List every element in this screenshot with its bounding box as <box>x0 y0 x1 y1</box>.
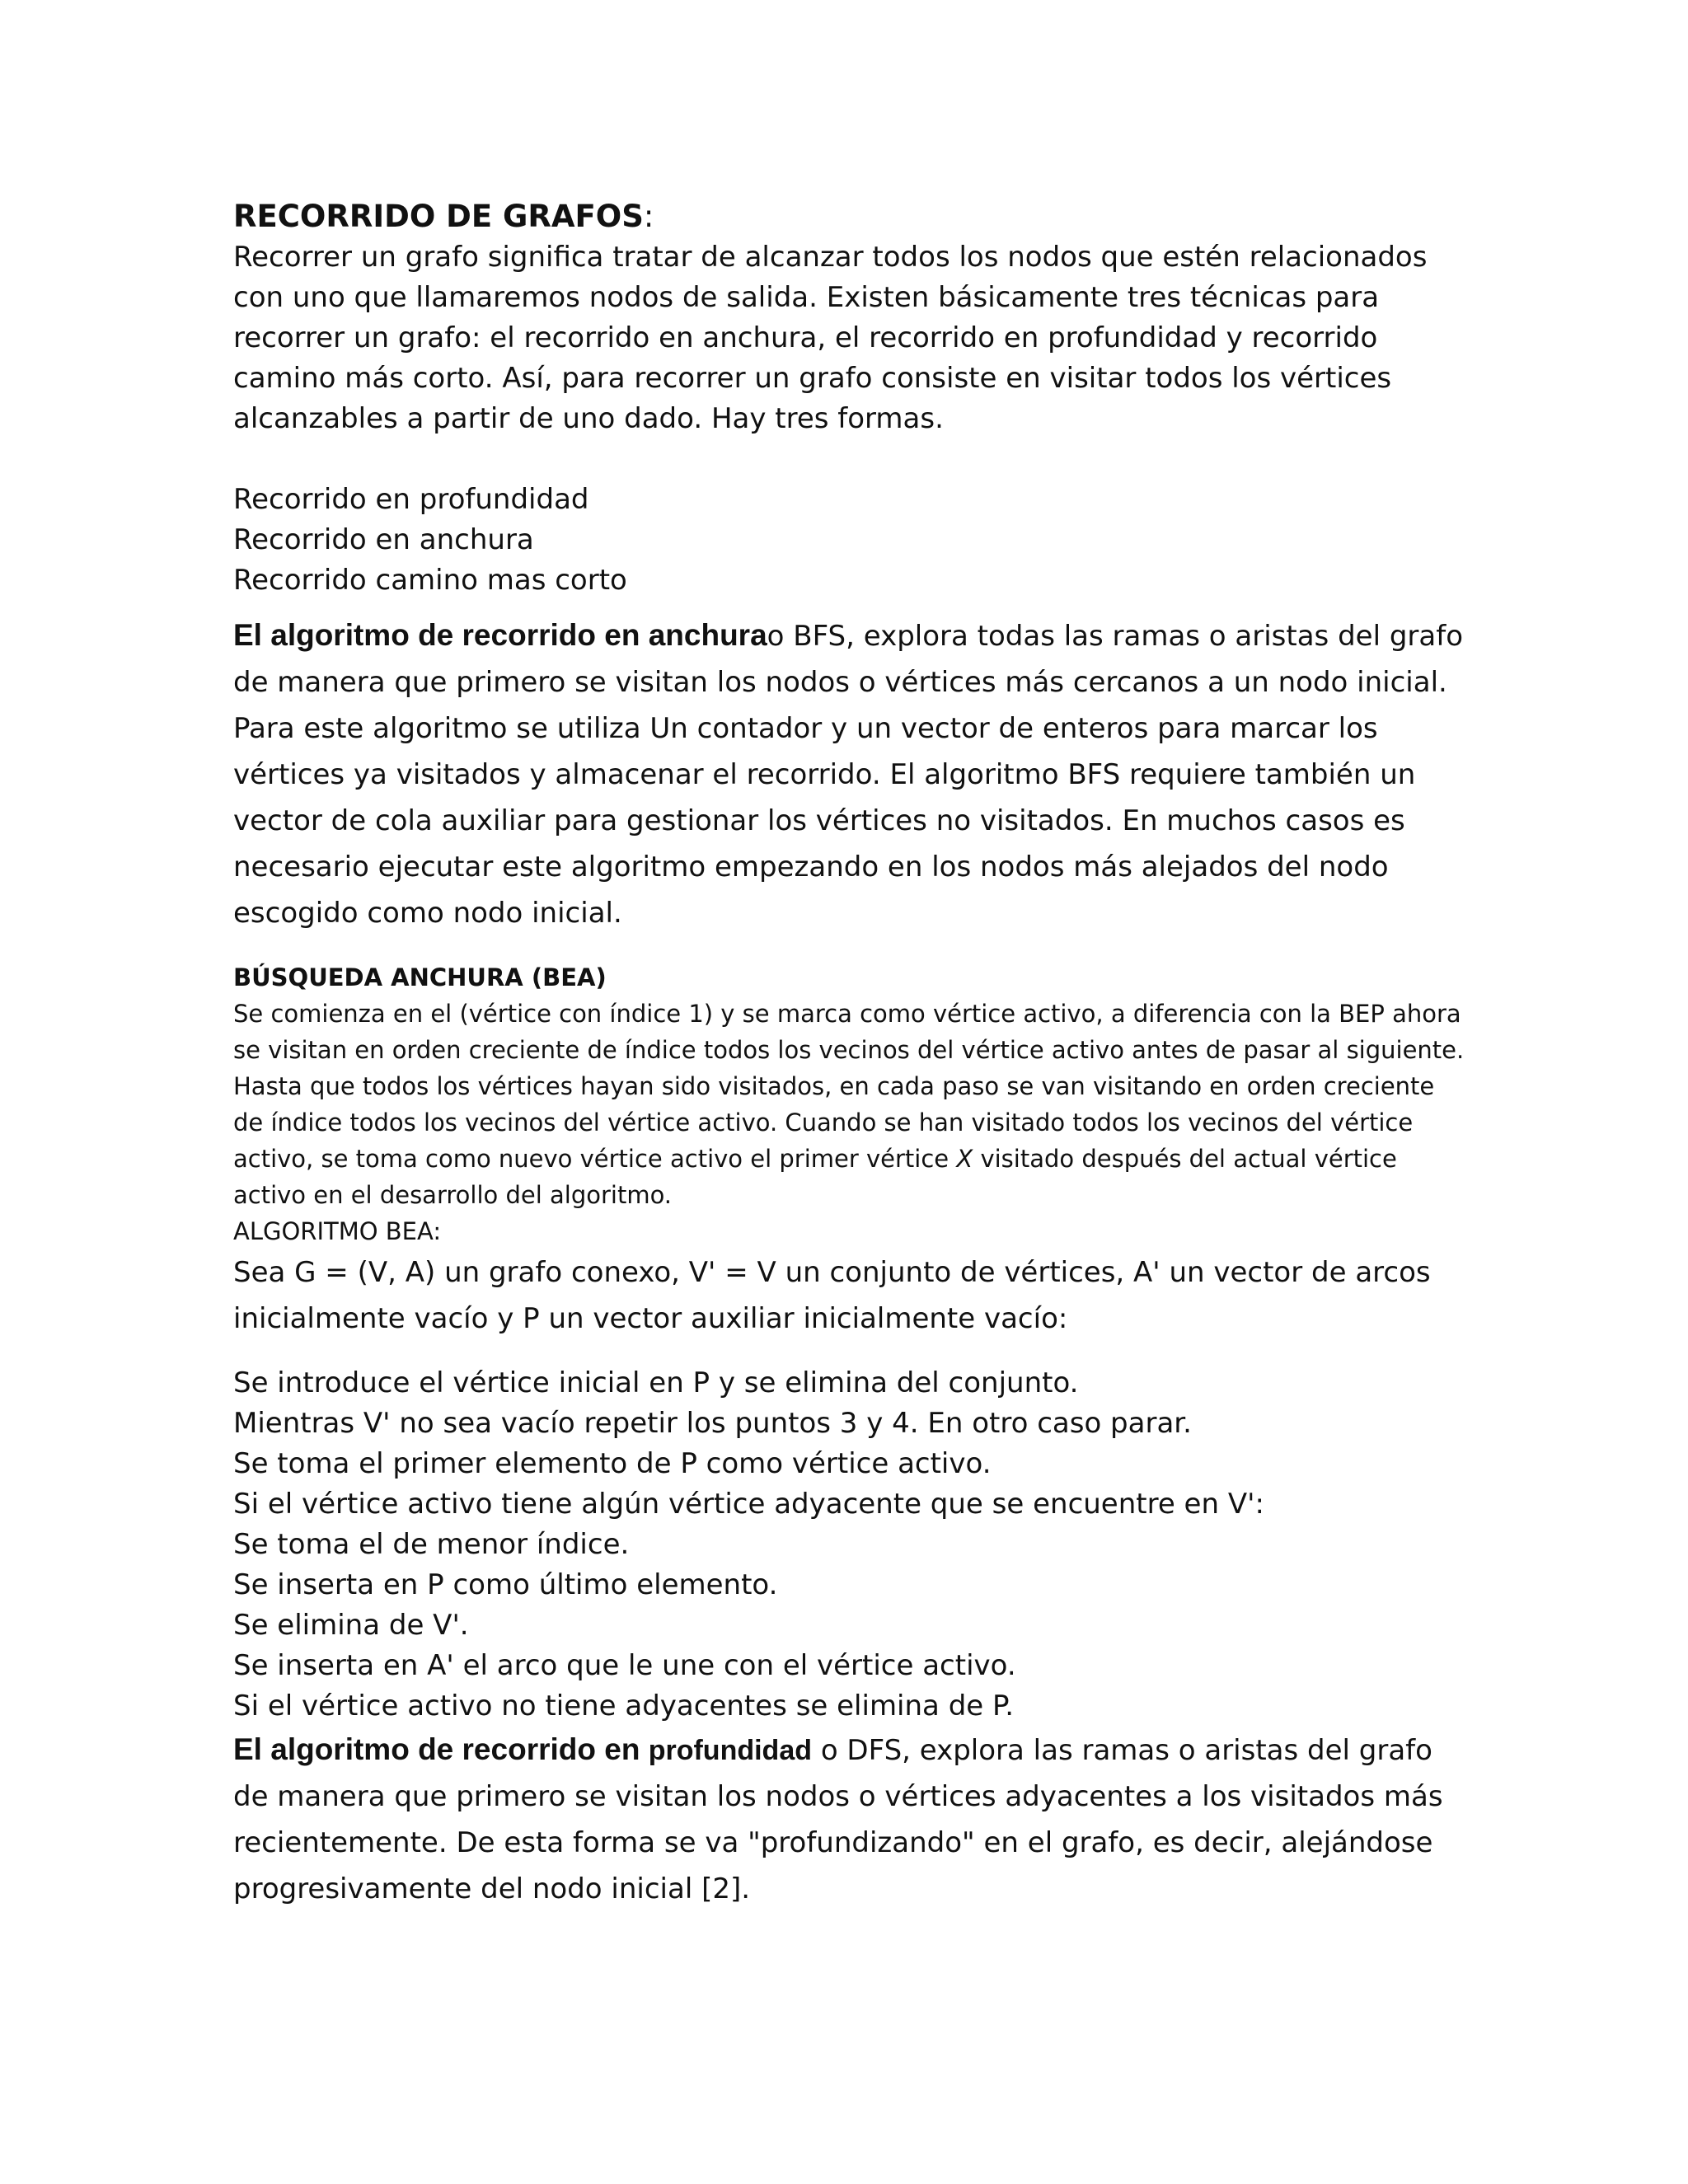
list-item: Mientras V' no sea vacío repetir los puntos 3 y 4. En otro caso parar. <box>233 1407 1192 1440</box>
list-item: Se toma el primer elemento de P como vértice activo. <box>233 1447 992 1480</box>
spacer <box>233 1342 1470 1363</box>
list-item: Se inserta en A' el arco que le une con el vértice activo. <box>233 1649 1016 1682</box>
list-item: Recorrido camino mas corto <box>233 564 627 597</box>
spacer <box>233 439 1470 480</box>
section-title <box>233 196 1470 237</box>
bea-steps-list <box>233 1363 1470 1727</box>
list-item: Se introduce el vértice inicial en P y se elimina del conjunto. <box>233 1366 1079 1399</box>
dfs-paragraph <box>233 1727 1470 1912</box>
document-body <box>233 196 1470 1912</box>
traversal-forms-list <box>233 480 1470 601</box>
section-title-text: RECORRIDO DE GRAFOS <box>233 199 644 234</box>
list-item: Si el vértice activo tiene algún vértice adyacente que se encuentre en V': <box>233 1488 1264 1521</box>
bea-x: X <box>956 1145 973 1173</box>
bfs-text: o BFS, explora todas las ramas o aristas del grafo de manera que primero se visitan los nodos o vértices más cercanos a un nodo inicial. Para este algoritmo se utiliza Un contador y un vector de enteros para marcar los vértices ya visitados y almacenar el recorrido. El algoritmo BFS requiere también un vector de cola auxiliar para gestionar los vértices no visitados. En muchos casos es necesario ejecutar este algoritmo empezando en los nodos más alejados del nodo escogido como nodo inicial. <box>233 620 1463 930</box>
dfs-text: o DFS, explora las ramas o aristas del grafo de manera que primero se visitan los nodos o vértices adyacentes a los visitados más recientemente. De esta forma se va "profundizando" en el grafo, es decir, alejándose progresivamente del nodo inicial [2]. <box>233 1734 1443 1905</box>
list-item: Recorrido en profundidad <box>233 483 589 516</box>
bea-heading: BÚSQUEDA ANCHURA (BEA) <box>233 963 607 991</box>
dfs-lead-bold: profundidad <box>648 1735 813 1766</box>
list-item: Si el vértice activo no tiene adyacentes se elimina de P. <box>233 1690 1015 1722</box>
list-item: Se elimina de V'. <box>233 1609 469 1642</box>
intro-paragraph: Recorrer un grafo significa tratar de alcanzar todos los nodos que estén relacionados con uno que llamaremos nodos de salida. Existen básicamente tres técnicas para recorrer un grafo: el recorrido en anchura, el recorrido en profundidad y recorrido camino más corto. Así, para recorrer un grafo consiste en visitar todos los vértices alcanzables a partir de uno dado. Hay tres formas. <box>233 241 1428 435</box>
bea-algo-intro: Sea G = (V, A) un grafo conexo, V' = V un conjunto de vértices, A' un vector de arcos inicialmente vacío y P un vector auxiliar inicialmente vacío: <box>233 1256 1431 1335</box>
list-item: Recorrido en anchura <box>233 523 534 556</box>
dfs-lead: El algoritmo de recorrido en <box>233 1732 649 1766</box>
bea-text-b: visitado después del actual vértice activo en el desarrollo del algoritmo. <box>233 1145 1397 1209</box>
section-title-colon: : <box>643 199 654 234</box>
bea-paragraph <box>233 996 1470 1213</box>
spacer <box>233 601 1470 612</box>
list-item: Se inserta en P como último elemento. <box>233 1568 778 1601</box>
bea-algo-label: ALGORITMO BEA: <box>233 1217 442 1245</box>
bfs-paragraph <box>233 612 1470 936</box>
spacer <box>233 936 1470 959</box>
bea-text-a: Se comienza en el (vértice con índice 1) y se marca como vértice activo, a diferencia con la BEP ahora se visitan en orden creciente de índice todos los vecinos del vértice activo antes de pasar al siguiente. Hasta que todos los vértices hayan sido visitados, en cada paso se van visitando en orden creciente de índice todos los vecinos del vértice activo. Cuando se han visitado todos los vecinos del vértice activo, se toma como nuevo vértice activo el primer vértice <box>233 1000 1465 1173</box>
list-item: Se toma el de menor índice. <box>233 1528 630 1561</box>
bfs-lead: El algoritmo de recorrido en anchura <box>233 618 767 652</box>
